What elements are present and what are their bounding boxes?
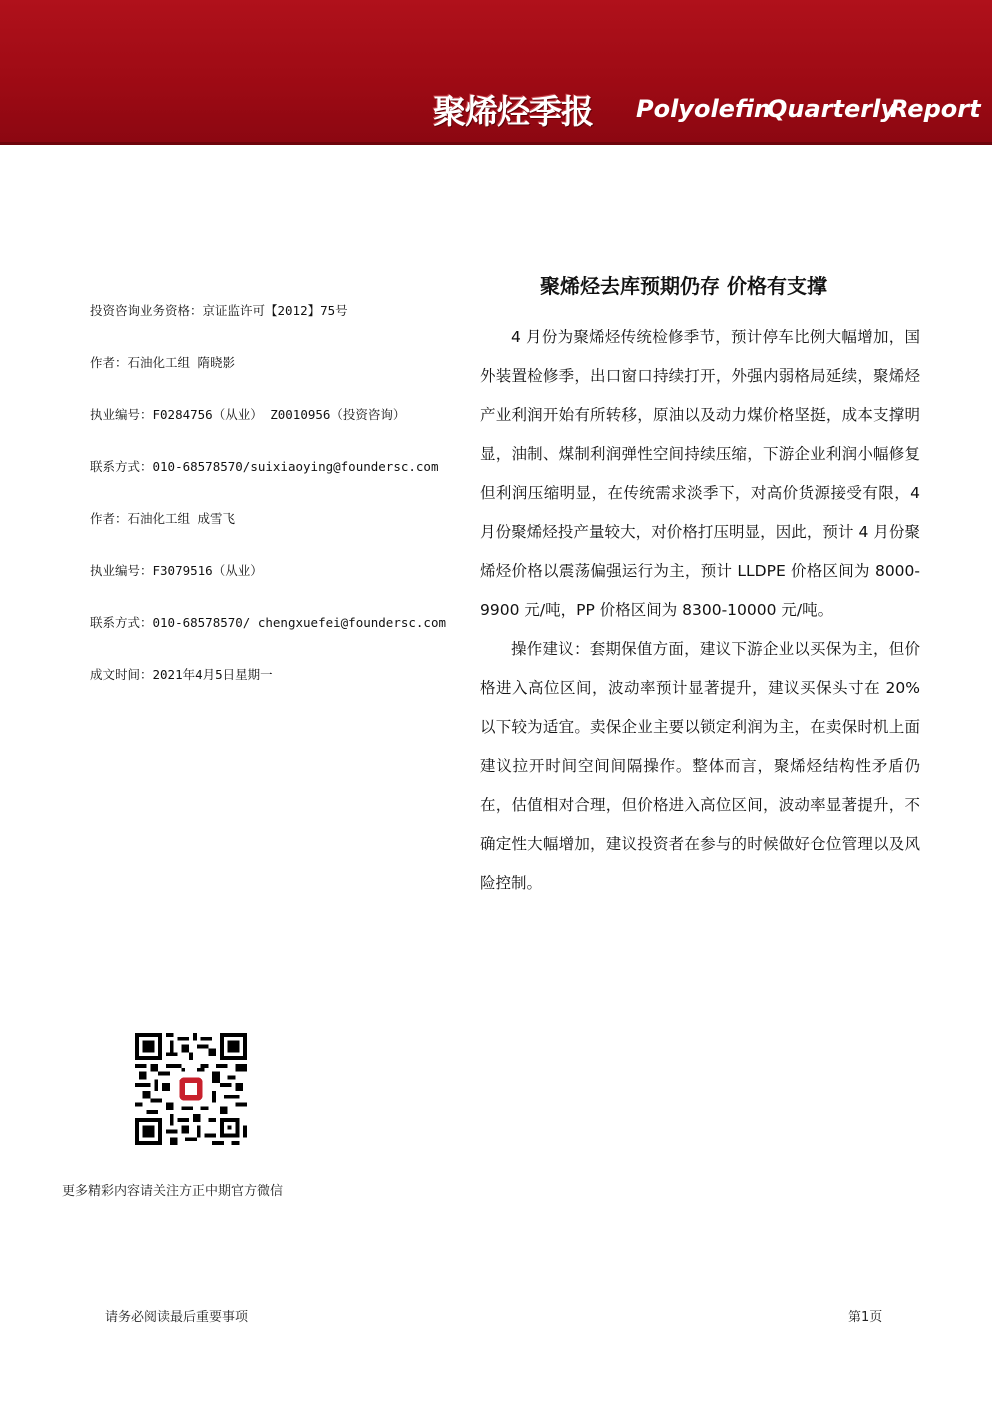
article-title: 聚烯烃去库预期仍存 价格有支撑 — [540, 274, 827, 298]
report-title-en-1: Polyolefin — [636, 95, 771, 123]
article-body — [480, 318, 920, 903]
contact-line-1[interactable]: 联系方式：010-68578570/suixiaoying@foundersc.com — [90, 459, 439, 474]
advice-paragraph: 操作建议：套期保值方面，建议下游企业以买保为主，但价格进入高位区间，波动率预计显著提升，建议买保头寸在 20%以下较为适宜。卖保企业主要以锁定利润为主，在卖保时机上面建议拉开时间空间间隔操作。整体而言，聚烯烃结构性矛盾仍在，估值相对合理，但价格进入高位区间，波动率显著提升，不确定性大幅增加，建议投资者在参与的时候做好仓位管理以及风险控制。 — [480, 640, 920, 892]
author-info — [90, 300, 480, 716]
report-title-en-2: Quarterly — [767, 95, 896, 123]
contact-line-2[interactable]: 联系方式：010-68578570/ chengxuefei@foundersc.com — [90, 615, 446, 630]
author-line-1: 作者：石油化工组 隋晓影 — [90, 355, 236, 370]
footer-disclaimer-note: 请务必阅读最后重要事项 — [105, 1310, 249, 1325]
page-number: 第1页 — [848, 1310, 883, 1325]
practice-number-1: 执业编号：F0284756（从业） Z0010956（投资咨询） — [90, 407, 406, 422]
author-line-2: 作者：石油化工组 成雪飞 — [90, 511, 236, 526]
qr-caption: 更多精彩内容请关注方正中期官方微信 — [62, 1184, 284, 1199]
wechat-qr-code[interactable] — [135, 1033, 247, 1145]
report-title-en-3: Report — [890, 95, 981, 123]
summary-paragraph: 4 月份为聚烯烃传统检修季节，预计停车比例大幅增加，国外装置检修季，出口窗口持续打开，外强内弱格局延续，聚烯烃产业利润开始有所转移，原油以及动力煤价格坚挺，成本支撑明显，油制、煤制利润弹性空间持续压缩，下游企业利润小幅修复但利润压缩明显，在传统需求淡季下，对高价货源接受有限，4 月份聚烯烃投产量较大，对价格打压明显，因此，预计 4 月份聚烯烃价格以震荡偏强运行为主，预计 LLDPE 价格区间为 8000-9900 元/吨，PP 价格区间为 8300-10000 元/吨。 — [480, 328, 920, 619]
license-line: 投资咨询业务资格：京证监许可【2012】75号 — [90, 303, 348, 318]
report-title-cn: 聚烯烃季报 — [433, 92, 593, 131]
practice-number-2: 执业编号：F3079516（从业） — [90, 563, 263, 578]
date-line: 成文时间：2021年4月5日星期一 — [90, 667, 273, 682]
header-banner — [0, 0, 992, 145]
